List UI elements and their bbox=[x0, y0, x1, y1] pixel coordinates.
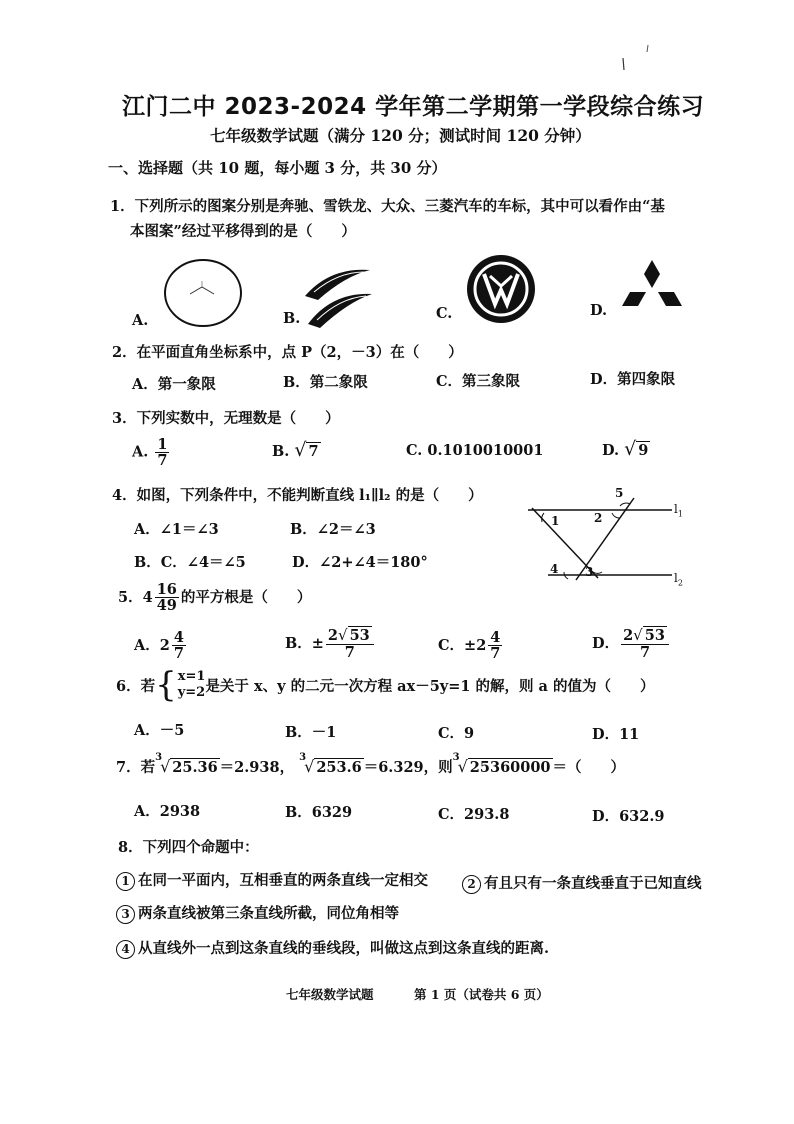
cube-root: √ 253.6 bbox=[304, 757, 362, 776]
numerator: 4 bbox=[173, 629, 184, 646]
q3-a-label: A. bbox=[132, 443, 149, 461]
q2-option-c: C．第三象限 bbox=[436, 373, 521, 390]
q6-option-d: D．11 bbox=[592, 726, 640, 743]
proposition-text: 有且只有一条直线垂直于已知直线 bbox=[484, 875, 702, 892]
q6-option-b: B．－1 bbox=[285, 724, 337, 741]
proposition-text: 在同一平面内，互相垂直的两条直线一定相交 bbox=[138, 872, 428, 889]
radicand: 253.6 bbox=[316, 759, 362, 776]
q5-c-label: C． bbox=[438, 637, 465, 655]
citroen-logo-icon bbox=[300, 262, 390, 330]
line-l1-name: l bbox=[674, 502, 678, 516]
proposition-text: 两条直线被第三条直线所截，同位角相等 bbox=[138, 905, 399, 922]
circled-number: 4 bbox=[116, 940, 135, 959]
question-2-stem: 2．在平面直角坐标系中，点 P（2，－3）在（ ） bbox=[112, 344, 463, 361]
q7-value-2: ＝6.329，则 bbox=[363, 759, 453, 776]
circled-number: 3 bbox=[116, 905, 135, 924]
square-root: √ 7 bbox=[294, 439, 319, 461]
plus-minus: ± bbox=[311, 634, 324, 652]
footer-left: 七年级数学试题 bbox=[286, 987, 374, 1002]
question-5-stem bbox=[118, 582, 311, 613]
q3-d-label: D. bbox=[602, 442, 620, 459]
q5-number: 5． bbox=[118, 589, 143, 607]
equation-2: y=2 bbox=[177, 685, 206, 700]
angle-label-5: 5 bbox=[615, 486, 624, 500]
square-root: √ 9 bbox=[624, 438, 649, 460]
q1-option-d-label: D. bbox=[590, 302, 608, 319]
q6-option-c: C．9 bbox=[438, 725, 475, 742]
angle-label-1: 1 bbox=[551, 514, 560, 528]
q7-number: 7．若 bbox=[116, 759, 156, 776]
denominator: 7 bbox=[639, 643, 651, 661]
q4-option-d: D．∠2+∠4＝180° bbox=[292, 554, 428, 571]
q5-option-b bbox=[285, 628, 376, 660]
exam-title: 江门二中 2023-2024 学年第二学期第一学段综合练习 bbox=[122, 94, 705, 120]
equation-system: { x=1 y=2 bbox=[155, 665, 206, 705]
radicand: 53 bbox=[349, 627, 370, 644]
q3-b-label: B. bbox=[272, 443, 290, 460]
coefficient: 2 bbox=[623, 627, 634, 644]
cube-root: √ 25360000 bbox=[457, 757, 551, 776]
q1-option-b-label: B. bbox=[283, 310, 301, 327]
radicand: 25.36 bbox=[172, 759, 218, 776]
plus-minus: ± bbox=[464, 637, 477, 655]
proposition-3 bbox=[116, 902, 399, 924]
mitsubishi-logo-icon bbox=[620, 258, 684, 314]
q3-option-a bbox=[132, 437, 171, 468]
square-root: √ 53 bbox=[633, 626, 665, 644]
q3-option-d bbox=[602, 438, 650, 460]
q2-option-b: B．第二象限 bbox=[283, 374, 368, 391]
fraction bbox=[621, 628, 669, 660]
circled-number: 1 bbox=[116, 872, 135, 891]
q5-a-label: A． bbox=[134, 637, 160, 655]
numerator: 16 bbox=[156, 581, 177, 598]
question-8-stem: 8．下列四个命题中： bbox=[118, 839, 259, 856]
numerator: 4 bbox=[490, 629, 501, 646]
q3-option-b bbox=[272, 439, 321, 461]
line-l1-sub: 1 bbox=[677, 509, 683, 519]
q6-number: 6．若 bbox=[116, 677, 156, 695]
radicand: 53 bbox=[644, 627, 665, 644]
cube-root-index: 3 bbox=[452, 752, 460, 763]
q3-c-value: 0.1010010001 bbox=[427, 442, 544, 459]
question-1-line2: 本图案”经过平移得到的是（ ） bbox=[130, 223, 356, 240]
proposition-text: 从直线外一点到这条直线的垂线段，叫做这点到这条直线的距离. bbox=[138, 940, 550, 957]
whole: 4 bbox=[142, 589, 153, 607]
cube-root: √ 25.36 bbox=[160, 757, 218, 776]
denominator: 7 bbox=[490, 645, 501, 663]
q1-option-a-label: A. bbox=[132, 312, 149, 329]
q7-value-1: ＝2.938， bbox=[219, 759, 295, 776]
numerator bbox=[326, 628, 374, 645]
q5-b-label: B． bbox=[285, 634, 312, 652]
fraction bbox=[488, 630, 502, 661]
equation-1: x=1 bbox=[177, 668, 206, 684]
numerator: 1 bbox=[157, 436, 168, 453]
question-1-line1: 1．下列所示的图案分别是奔驰、雪铁龙、大众、三菱汽车的车标，其中可以看作由“基 bbox=[110, 198, 665, 215]
q2-option-a: A．第一象限 bbox=[132, 376, 216, 393]
q7-option-c: C．293.8 bbox=[438, 806, 510, 823]
q6-stem-tail: 是关于 x、y 的二元一次方程 ax－5y=1 的解，则 a 的值为（ ） bbox=[205, 677, 655, 695]
denominator: 7 bbox=[173, 645, 184, 663]
radicand: 7 bbox=[308, 443, 319, 460]
numerator bbox=[621, 628, 669, 645]
q3-c-label: C. bbox=[406, 442, 423, 459]
parallel-lines-figure bbox=[520, 484, 700, 594]
q2-option-d: D．第四象限 bbox=[590, 371, 676, 388]
fraction bbox=[155, 437, 169, 468]
fraction bbox=[172, 630, 186, 661]
cube-root-index: 3 bbox=[155, 752, 163, 763]
q5-option-d bbox=[592, 628, 671, 660]
scan-mark bbox=[615, 40, 655, 80]
q5-option-c bbox=[438, 630, 504, 661]
line-l2-name: l bbox=[674, 571, 678, 585]
cube-root-index: 3 bbox=[299, 752, 307, 763]
q4-option-c: B．C．∠4＝∠5 bbox=[134, 554, 246, 571]
denominator: 7 bbox=[344, 643, 355, 661]
exam-subtitle: 七年级数学试题（满分 120 分；测试时间 120 分钟） bbox=[210, 126, 591, 145]
q5-option-a bbox=[134, 630, 188, 661]
question-6-stem bbox=[116, 665, 655, 705]
question-4-stem: 4．如图，下列条件中，不能判断直线 l₁∥l₂ 的是（ ） bbox=[112, 487, 483, 504]
mixed-number bbox=[143, 582, 181, 613]
proposition-1 bbox=[116, 869, 428, 891]
radicand: 9 bbox=[638, 442, 649, 459]
q7-option-a: A．2938 bbox=[134, 803, 201, 820]
q7-option-b: B．6329 bbox=[285, 804, 353, 821]
denominator: 7 bbox=[157, 452, 168, 470]
line-l2-label bbox=[674, 571, 683, 587]
angle-label-4: 4 bbox=[550, 562, 559, 576]
question-3-stem: 3．下列实数中，无理数是（ ） bbox=[112, 410, 340, 427]
line-l1-label bbox=[674, 502, 683, 518]
angle-label-3: 3 bbox=[585, 565, 594, 579]
coefficient: 2 bbox=[327, 627, 339, 644]
q4-option-a: A．∠1＝∠3 bbox=[134, 521, 219, 538]
footer-page-number: 第 1 页（试卷共 6 页） bbox=[414, 987, 549, 1002]
proposition-2 bbox=[462, 872, 702, 894]
q5-stem-tail: 的平方根是（ ） bbox=[180, 589, 312, 607]
proposition-4 bbox=[116, 937, 549, 959]
fraction bbox=[155, 582, 179, 613]
section-heading: 一、选择题（共 10 题，每小题 3 分，共 30 分） bbox=[108, 159, 447, 177]
q4-option-b: B．∠2＝∠3 bbox=[290, 521, 376, 538]
mercedes-logo-icon bbox=[160, 258, 250, 330]
q7-option-d: D．632.9 bbox=[592, 808, 665, 825]
mixed-number bbox=[160, 630, 188, 661]
denominator: 49 bbox=[156, 597, 177, 615]
q1-option-c-label: C. bbox=[436, 305, 453, 322]
question-7-stem bbox=[116, 752, 626, 777]
angle-label-2: 2 bbox=[594, 511, 603, 525]
circled-number: 2 bbox=[462, 875, 481, 894]
q7-value-3: ＝（ ） bbox=[552, 759, 626, 776]
square-root: √ 53 bbox=[338, 626, 370, 644]
whole: 2 bbox=[159, 637, 170, 655]
mixed-number bbox=[476, 630, 504, 661]
q5-d-label: D． bbox=[592, 634, 620, 652]
whole: 2 bbox=[476, 637, 487, 655]
radicand: 25360000 bbox=[469, 759, 551, 776]
volkswagen-logo-icon bbox=[464, 252, 538, 326]
fraction bbox=[326, 628, 374, 660]
line-l2-sub: 2 bbox=[677, 578, 683, 588]
q6-option-a: A．－5 bbox=[134, 722, 185, 739]
q3-option-c bbox=[406, 442, 543, 459]
